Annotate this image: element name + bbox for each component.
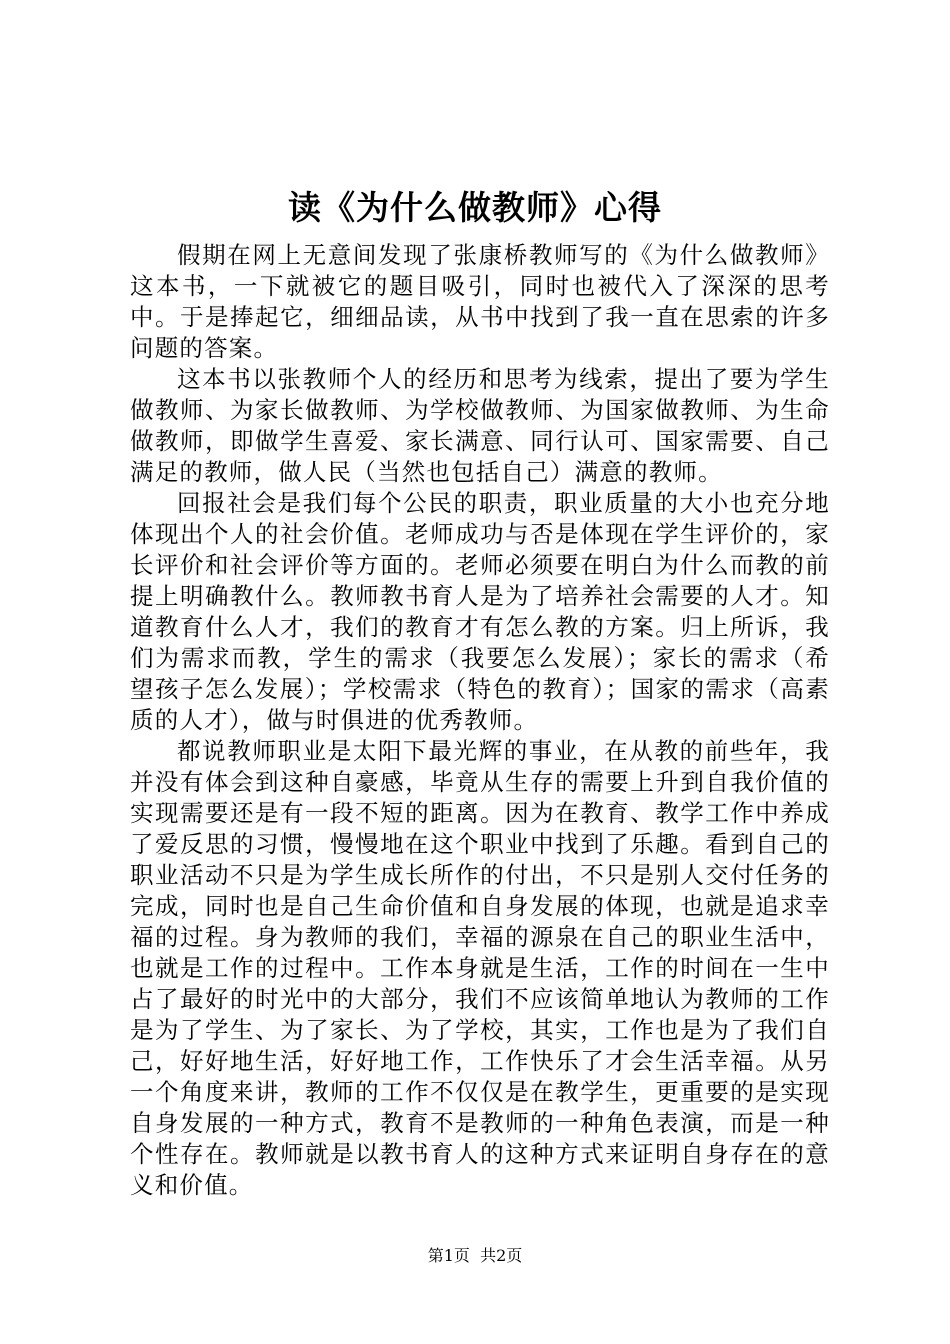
paragraph-1: 假期在网上无意间发现了张康桥教师写的《为什么做教师》这本书，一下就被它的题目吸引，同时也被代入了深深的思考中。于是捧起它，细细品读，从书中找到了我一直在思索的许多问题的答案。 [130, 241, 830, 362]
page-total: 共2页 [480, 1246, 523, 1265]
paragraph-4: 都说教师职业是太阳下最光辉的事业，在从教的前些年，我并没有体会到这种自豪感，毕竟从生存的需要上升到自我价值的实现需要还是有一段不短的距离。因为在教育、教学工作中养成了爱反思的习惯，慢慢地在这个职业中找到了乐趣。看到自己的职业活动不只是为学生成长所作的付出，不只是别人交付任务的完成，同时也是自己生命价值和自身发展的体现，也就是追求幸福的过程。身为教师的我们，幸福的源泉在自己的职业生活中，也就是工作的过程中。工作本身就是生活，工作的时间在一生中占了最好的时光中的大部分，我们不应该简单地认为教师的工作是为了学生、为了家长、为了学校，其实，工作也是为了我们自己，好好地生活，好好地工作，工作快乐了才会生活幸福。从另一个角度来讲，教师的工作不仅仅是在教学生，更重要的是实现自身发展的一种方式，教育不是教师的一种角色表演，而是一种个性存在。教师就是以教书育人的这种方式来证明自身存在的意义和价值。 [130, 737, 830, 1199]
document-title: 读《为什么做教师》心得 [288, 188, 662, 227]
document-body [130, 240, 830, 1201]
page-number: 第1页 [427, 1246, 470, 1265]
page-footer [0, 1244, 950, 1268]
paragraph-3: 回报社会是我们每个公民的职责，职业质量的大小也充分地体现出个人的社会价值。老师成功与否是体现在学生评价的，家长评价和社会评价等方面的。老师必须要在明白为什么而教的前提上明确教什么。教师教书育人是为了培养社会需要的人才。知道教育什么人才，我们的教育才有怎么教的方案。归上所诉，我们为需求而教，学生的需求（我要怎么发展）；家长的需求（希望孩子怎么发展）；学校需求（特色的教育）；国家的需求（高素质的人才），做与时俱进的优秀教师。 [130, 489, 830, 734]
paragraph-2: 这本书以张教师个人的经历和思考为线索，提出了要为学生做教师、为家长做教师、为学校做教师、为国家做教师、为生命做教师，即做学生喜爱、家长满意、同行认可、国家需要、自己满足的教师，做人民（当然也包括自己）满意的教师。 [130, 365, 830, 486]
